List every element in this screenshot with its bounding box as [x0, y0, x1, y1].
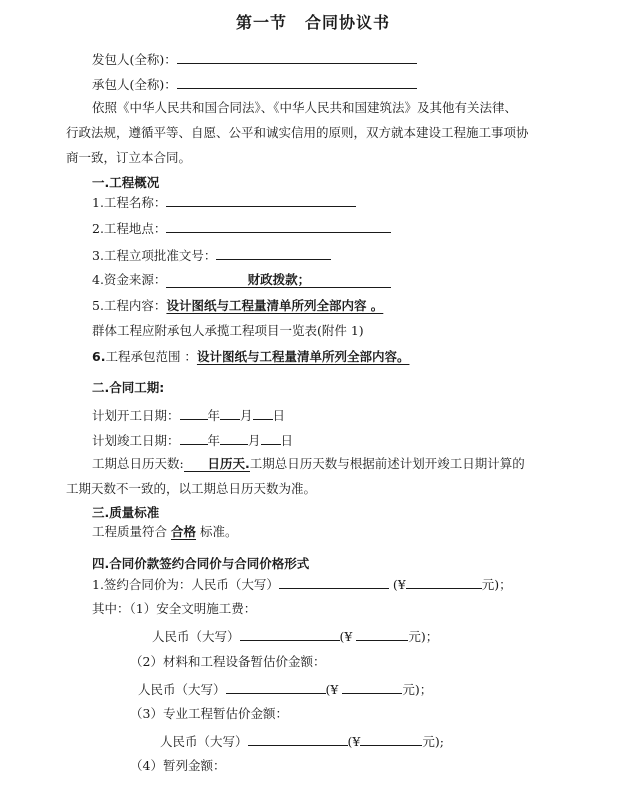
specialty-rmb-label: 人民币（大写） — [160, 734, 248, 749]
safety-fee-amount-blank[interactable] — [356, 627, 408, 641]
material-estimate-row: （2）材料和工程设备暂估价金额： — [130, 654, 326, 669]
employer-row — [92, 50, 417, 68]
preamble-line-2: 行政法规，遵循平等、自愿、公平和诚实信用的原则，双方就本建设工程施工事项协 — [66, 125, 529, 140]
start-month-unit: 月 — [240, 408, 253, 423]
contract-price-yen-open: (¥ — [392, 577, 406, 592]
section4-heading: 四.合同价款签约合同价与合同价格形式 — [92, 556, 310, 571]
material-rmb-label: 人民币（大写） — [138, 682, 226, 697]
project-content-label: 5.工程内容： — [92, 298, 167, 313]
section3-heading: 三.质量标准 — [92, 505, 160, 520]
specialty-estimate-amount-row — [160, 732, 444, 750]
duration-text-2: 工期天数不一致的，以工期总日历天数为准。 — [66, 481, 317, 496]
planned-start-label: 计划开工日期： — [92, 408, 180, 423]
project-name-row — [92, 193, 356, 211]
safety-fee-words-blank[interactable] — [240, 627, 340, 641]
material-words-blank[interactable] — [226, 680, 326, 694]
quality-text-before: 工程质量符合 — [92, 524, 168, 539]
start-day-blank[interactable] — [253, 406, 273, 420]
project-location-row — [92, 219, 391, 237]
safety-fee-rmb-label: 人民币（大写） — [152, 629, 240, 644]
section2-heading: 二.合同工期: — [92, 380, 165, 395]
start-day-unit: 日 — [272, 408, 286, 423]
section-number: 第一节 — [235, 13, 287, 32]
duration-label: 工期总日历天数: — [92, 456, 184, 471]
funding-source-field[interactable] — [166, 272, 391, 288]
employer-blank[interactable] — [177, 50, 417, 64]
contract-scope-row — [92, 349, 409, 365]
planned-start-row — [92, 406, 285, 424]
safety-fee-yuan-close: 元)； — [408, 629, 439, 644]
duration-row — [92, 456, 525, 472]
material-estimate-amount-row — [138, 680, 432, 698]
preamble-line-1: 依照《中华人民共和国合同法》、《中华人民共和国建筑法》及其他有关法律、 — [92, 100, 518, 115]
planned-finish-row — [92, 431, 293, 449]
section1-heading: 一.工程概况 — [92, 175, 160, 190]
quality-value: 合格 — [171, 524, 197, 539]
start-year-blank[interactable] — [180, 406, 208, 420]
finish-day-blank[interactable] — [261, 431, 281, 445]
specialty-yen-open: (¥ — [347, 734, 361, 749]
finish-month-blank[interactable] — [220, 431, 248, 445]
material-yen-open: (¥ — [325, 682, 343, 697]
contract-price-row — [92, 575, 512, 593]
approval-number-row — [92, 246, 331, 264]
funding-source-row — [92, 272, 391, 288]
start-year-unit: 年 — [207, 408, 221, 423]
preamble-line-3: 商一致，订立本合同。 — [66, 150, 192, 165]
project-content-value: 设计图纸与工程量清单所列全部内容 。 — [166, 298, 384, 313]
material-amount-blank[interactable] — [342, 680, 402, 694]
material-yuan-close: 元)； — [402, 682, 433, 697]
contract-price-amount-blank[interactable] — [406, 575, 482, 589]
project-location-label: 2.工程地点： — [92, 221, 167, 236]
quality-row — [92, 524, 238, 540]
start-month-blank[interactable] — [220, 406, 240, 420]
contract-price-label: 1.签约合同价为：人民币（大写） — [92, 577, 279, 592]
specialty-words-blank[interactable] — [248, 732, 348, 746]
quality-text-after: 标准。 — [200, 524, 238, 539]
finish-month-unit: 月 — [248, 433, 261, 448]
provisional-sum-row: （4）暂列金额： — [130, 758, 226, 773]
specialty-yuan-close: 元); — [422, 734, 444, 749]
finish-year-unit: 年 — [207, 433, 221, 448]
contract-scope-value: 设计图纸与工程量清单所列全部内容。 — [196, 349, 410, 364]
funding-source-value: 财政拨款； — [247, 272, 311, 287]
safety-fee-amount-row — [152, 627, 438, 645]
contract-scope-label: 工程承包范围 ： — [105, 349, 197, 364]
contractor-row — [92, 75, 417, 93]
specialty-amount-blank[interactable] — [360, 732, 422, 746]
contract-price-yuan-close: 元)； — [481, 577, 512, 592]
approval-number-label: 3.工程立项批准文号： — [92, 248, 217, 263]
safety-fee-yen-open: (¥ — [339, 629, 357, 644]
of-which-safety-row: 其中：（1）安全文明施工费： — [92, 601, 257, 616]
project-content-row — [92, 298, 383, 314]
project-location-blank[interactable] — [166, 219, 391, 233]
project-name-label: 1.工程名称： — [92, 195, 167, 210]
project-name-blank[interactable] — [166, 193, 356, 207]
funding-source-label: 4.资金来源： — [92, 272, 167, 287]
contract-scope-number: 6. — [92, 349, 106, 364]
duration-value: 日历天. — [207, 456, 250, 471]
approval-number-blank[interactable] — [216, 246, 331, 260]
contract-price-words-blank[interactable] — [279, 575, 389, 589]
finish-day-unit: 日 — [280, 433, 294, 448]
employer-label: 发包人(全称)： — [92, 52, 177, 67]
group-project-note: 群体工程应附承包人承揽工程项目一览表(附件 1) — [92, 323, 364, 338]
duration-text-1: 工期总日历天数与根据前述计划开竣工日期计算的 — [249, 456, 525, 471]
contractor-blank[interactable] — [177, 75, 417, 89]
document-name: 合同协议书 — [305, 13, 391, 32]
specialty-estimate-row: （3）专业工程暂估价金额： — [130, 706, 288, 721]
contractor-label: 承包人(全称)： — [92, 77, 177, 92]
duration-field[interactable] — [184, 456, 250, 472]
planned-finish-label: 计划竣工日期： — [92, 433, 180, 448]
finish-year-blank[interactable] — [180, 431, 208, 445]
page-title — [0, 10, 626, 33]
